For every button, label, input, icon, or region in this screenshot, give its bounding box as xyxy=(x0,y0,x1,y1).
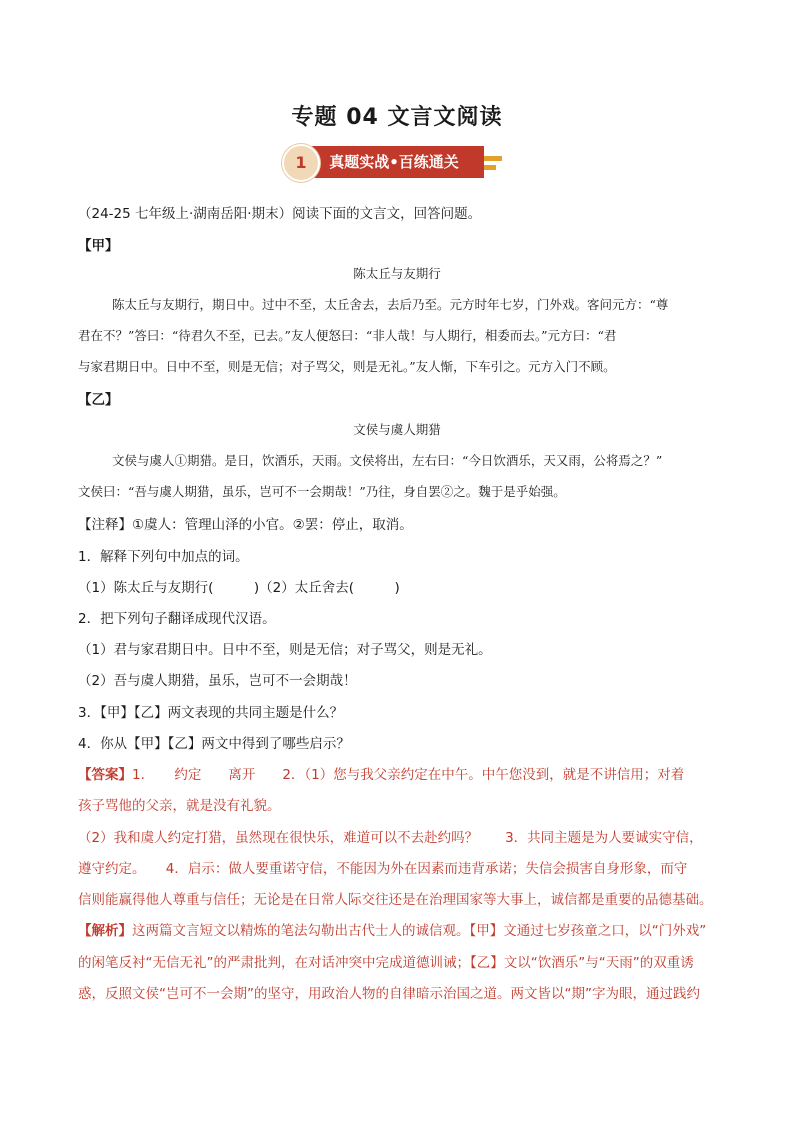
question-3: 3．【甲】【乙】两文表现的共同主题是什么？ xyxy=(78,705,344,721)
banner-decoration xyxy=(484,165,496,170)
text-b-line: 文侯曰：“吾与虞人期猎，虽乐，岂可不一会期哉！”乃往，身自罢②之。魏于是乎始强。 xyxy=(78,484,566,499)
answer-label: 【答案】 xyxy=(78,767,132,783)
question-4: 4．你从【甲】【乙】两文中得到了哪些启示？ xyxy=(78,736,350,752)
notes-text: 【注释】①虞人：管理山泽的小官。②罢：停止，取消。 xyxy=(78,517,413,533)
answer-line: 遵守约定。 4．启示：做人要重诺守信，不能因为外在因素而违背承诺；失信会损害自身形象，而守 xyxy=(78,861,688,877)
question-1-items: （1）陈太丘与友期行( )（2）太丘舍去( ) xyxy=(78,580,400,596)
banner-label: 真题实战•百练通关 xyxy=(304,146,484,178)
question-2: 2．把下列句子翻译成现代汉语。 xyxy=(78,611,276,627)
answer-line: 孩子骂他的父亲，就是没有礼貌。 xyxy=(78,798,281,814)
answer-line: （2）我和虞人约定打猎，虽然现在很快乐，难道可以不去赴约吗？ 3．共同主题是为人要诚实守信， xyxy=(78,830,703,846)
text-b-title: 文侯与虞人期猎 xyxy=(353,422,441,437)
text-a-line: 陈太丘与友期行，期日中。过中不至，太丘舍去，去后乃至。元方时年七岁，门外戏。客问元方：“尊 xyxy=(112,297,669,312)
analysis-line: 惑，反照文侯“岂可不一会期”的坚守，用政治人物的自律暗示治国之道。两文皆以“期”字为眼，通过践约 xyxy=(78,986,700,1002)
text-a-marker: 【甲】 xyxy=(78,238,119,254)
answer-line: 信则能赢得他人尊重与信任；无论是在日常人际交往还是在治理国家等大事上，诚信都是重要的品德基础。 xyxy=(78,892,713,908)
text-a-title: 陈太丘与友期行 xyxy=(353,266,441,281)
question-2-item-1: （1）君与家君期日中。日中不至，则是无信；对子骂父，则是无礼。 xyxy=(78,642,492,658)
question-2-item-2: （2）吾与虞人期猎，虽乐，岂可不一会期哉！ xyxy=(78,673,357,689)
analysis-line: 的闲笔反衬“无信无礼”的严肃批判，在对话冲突中完成道德训诫；【乙】文以“饮酒乐”与“天雨”的双重诱 xyxy=(78,955,694,971)
banner-number: 1 xyxy=(282,144,320,182)
section-banner xyxy=(282,142,514,182)
text-a-line: 与家君期日中。日中不至，则是无信；对子骂父，则是无礼。”友人惭，下车引之。元方入门不顾。 xyxy=(78,359,616,374)
analysis-text: 这两篇文言短文以精炼的笔法勾勒出古代士人的诚信观。【甲】文通过七岁孩童之口，以“门外戏” xyxy=(132,923,707,939)
answer-text: 1． 约定 离开 2．（1）您与我父亲约定在中午。中午您没到，就是不讲信用；对着 xyxy=(132,767,685,783)
analysis-label: 【解析】 xyxy=(78,923,132,939)
banner-decoration xyxy=(484,156,502,161)
analysis-line xyxy=(78,919,706,939)
text-a-line: 君在不？”答曰：“待君久不至，已去。”友人便怒曰：“非人哉！与人期行，相委而去。”元方曰：“君 xyxy=(78,328,617,343)
answer-line xyxy=(78,763,684,783)
intro-text: （24-25 七年级上·湖南岳阳·期末）阅读下面的文言文，回答问题。 xyxy=(78,206,482,222)
text-b-line: 文侯与虞人①期猎。是日，饮酒乐，天雨。文侯将出，左右曰：“今日饮酒乐，天又雨，公将焉之？” xyxy=(112,453,663,468)
text-b-marker: 【乙】 xyxy=(78,392,119,408)
page-title: 专题 04 文言文阅读 xyxy=(291,105,503,130)
question-1: 1．解释下列句中加点的词。 xyxy=(78,549,249,565)
